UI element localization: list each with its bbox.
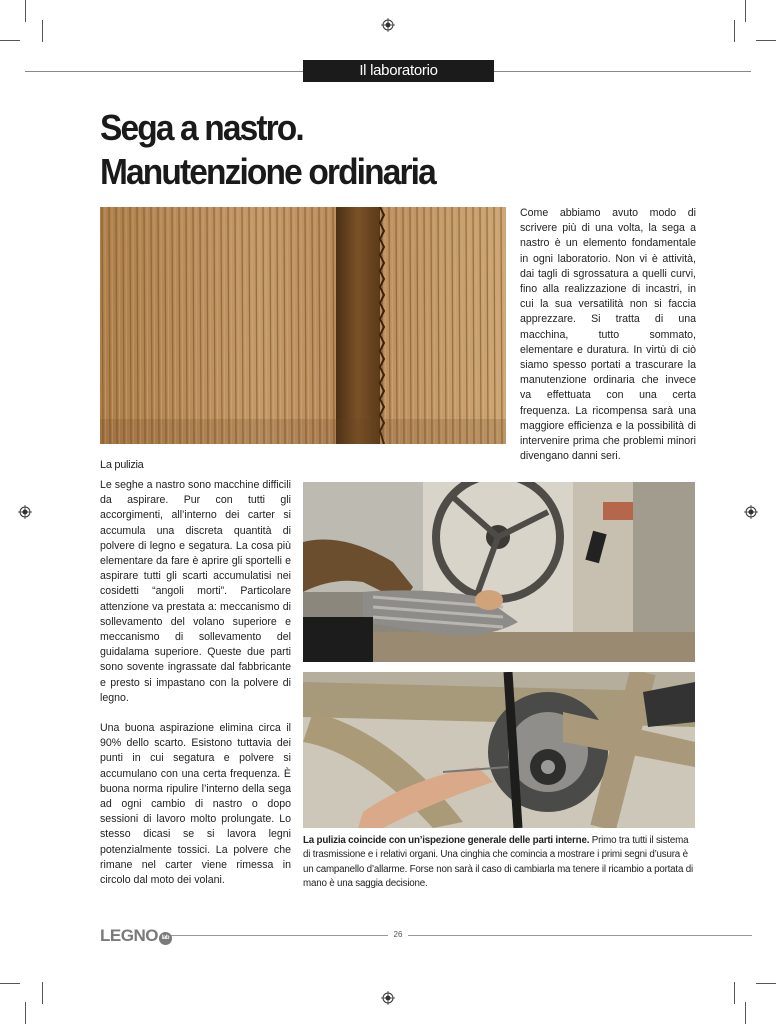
logo-badge: lab [159,932,172,945]
footer-rule [160,935,752,936]
registration-mark-icon [744,505,758,519]
crop-mark [745,1002,746,1024]
logo-text: LEGNO [100,926,158,945]
section-subhead: La pulizia [100,459,144,471]
crop-mark [42,982,43,1004]
crop-mark [0,983,20,984]
crop-mark [734,982,735,1004]
body-paragraph: Le seghe a nastro sono macchine difficili da aspirare. Pur con tutti gli accorgimenti, all’interno dei carter si accumula una discreta quantità di polvere di legno e segatura. La cosa più elementare da fare è aprire gli sportelli e aspirare tutti gli scarti accumulatisi nei cosidetti “angoli morti”. Particolare attenzione va prestata a: meccanismo di sollevamento del volano superiore e meccanismo di sollevamento del guidalama superiore. Queste due parti sono sovente ingrassate dal fabbricante e presto si impastano con la polvere di legno. [100,479,291,704]
crop-mark [734,20,735,42]
article-title [100,106,491,194]
crop-mark [42,20,43,42]
crop-mark [0,40,20,41]
hero-photo-blade [100,207,506,444]
photo-vacuum [303,482,695,662]
crop-mark [756,983,776,984]
magazine-logo [100,926,172,946]
body-paragraph: Una buona aspirazione elimina circa il 90% dello scarto. Esistono tuttavia dei punti in cui segatura e polvere si accumulano con una certa frequenza. È buona norma ripulire l’interno della sega ad ogni cambio di nastro o dopo sessioni di lavoro molto prolungate. Lo stesso dicasi se si lavora legni potenzialmente tossici. La polvere che rimane nel carter viene rimessa in circolo dal moto dei volani. [100,722,291,887]
registration-mark-icon [381,991,395,1005]
blade-closeup-image [100,207,506,444]
vacuum-hose-image [303,482,695,662]
caption-text: Primo tra tutti il sistema di trasmissione e i relativi organi. Una cinghia che comincia a mostrare i primi segni d’usura è un campanello d’allarme. Forse non sarà il caso di cambiarla ma tenere il ricambio a portata di mano è una saggia decisione. [303,835,693,890]
crop-mark [25,0,26,22]
body-column [100,478,291,903]
crop-mark [756,40,776,41]
section-tag: Il laboratorio [303,60,494,82]
intro-text: Come abbiamo avuto modo di scrivere più di una volta, la sega a nastro è un elemento fondamentale in ogni laboratorio. Non vi è attività, dai tagli di sgrossatura a quelli curvi, fino alla realizzazione di incastri, in cui la sua versatilità non si faccia apprezzare. Si tratta di una macchina, tutto sommato, elementare e duratura. In virtù di ciò siamo spesso portati a trascurare la manutenzione ordinaria che invece va effettuata con una certa frequenza. La ricompensa sarà una maggiore efficienza e la possibilità di intervenire prima che problemi minori divengano danni seri. [520,207,696,463]
caption-bold: La pulizia coincide con un’ispezione generale delle parti interne. [303,835,590,846]
page-number: 26 [388,929,408,941]
photo-pulley [303,672,695,828]
crop-mark [25,1002,26,1024]
article-title-line1: Sega a nastro. [100,107,303,148]
registration-mark-icon [18,505,32,519]
crop-mark [745,0,746,22]
article-title-line2: Manutenzione ordinaria [100,151,435,192]
pulley-inspection-image [303,672,695,828]
photo-caption [303,834,698,892]
registration-mark-icon [381,18,395,32]
